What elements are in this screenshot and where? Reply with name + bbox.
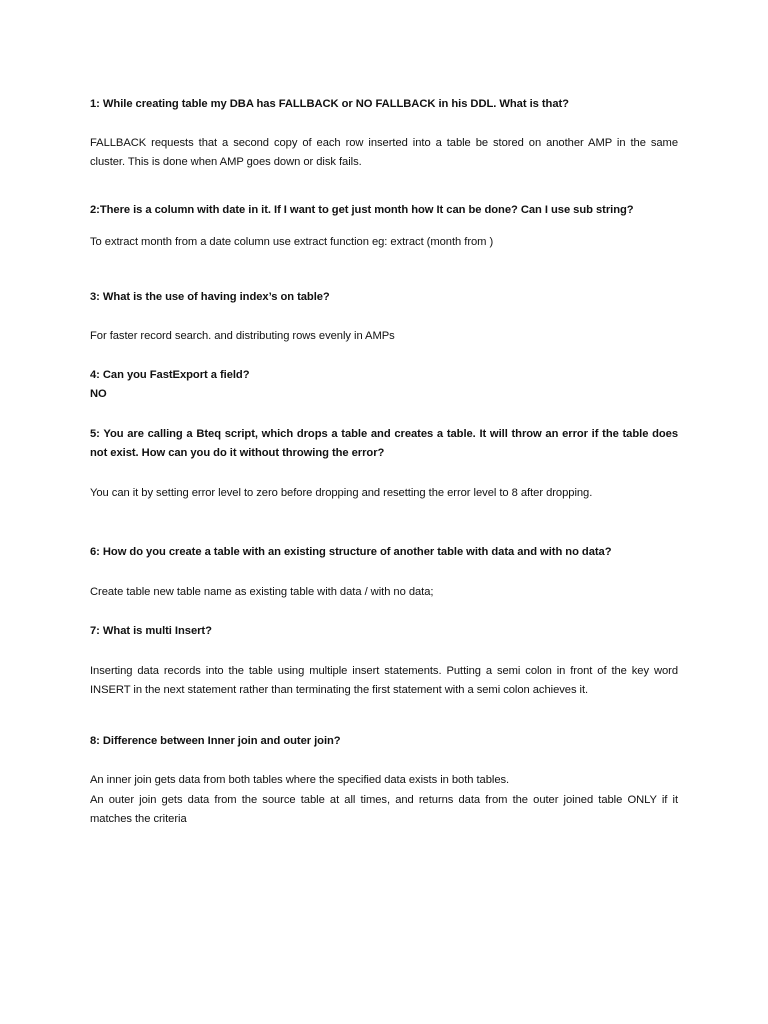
question-3: 3: What is the use of having index’s on table? xyxy=(90,291,330,303)
question-5-line-1: 5: You are calling a Bteq script, which drops a table and creates a table. It will throw an error if the table does xyxy=(90,428,678,440)
answer-2: To extract month from a date column use extract function eg: extract (month from ) xyxy=(90,236,494,248)
question-8: 8: Difference between Inner join and outer join? xyxy=(90,735,341,747)
answer-6: Create table new table name as existing table with data / with no data; xyxy=(90,586,434,598)
question-7: 7: What is multi Insert? xyxy=(90,625,212,637)
answer-7-line-1: Inserting data records into the table using multiple insert statements. Putting a semi colon in front of the key word xyxy=(90,665,678,677)
answer-8-line-2: An outer join gets data from the source table at all times, and returns data from the outer joined table ONLY if it xyxy=(90,794,678,806)
question-4: 4: Can you FastExport a field? xyxy=(90,369,250,381)
question-1: 1: While creating table my DBA has FALLBACK or NO FALLBACK in his DDL. What is that? xyxy=(90,98,569,110)
question-5-line-2: not exist. How can you do it without throwing the error? xyxy=(90,447,385,459)
answer-8-line-1: An inner join gets data from both tables where the specified data exists in both tables. xyxy=(90,774,510,786)
question-2: 2:There is a column with date in it. If I want to get just month how It can be done? Can I use sub string? xyxy=(90,204,634,216)
answer-3: For faster record search. and distributing rows evenly in AMPs xyxy=(90,330,395,342)
question-6: 6: How do you create a table with an existing structure of another table with data and with no data? xyxy=(90,546,612,558)
answer-1-line-1: FALLBACK requests that a second copy of each row inserted into a table be stored on another AMP in the same xyxy=(90,137,678,149)
answer-7-line-2: INSERT in the next statement rather than terminating the first statement with a semi colon achieves it. xyxy=(90,684,589,696)
answer-8-line-3: matches the criteria xyxy=(90,813,187,825)
answer-1-line-2: cluster. This is done when AMP goes down or disk fails. xyxy=(90,156,362,168)
answer-4: NO xyxy=(90,388,107,400)
answer-5: You can it by setting error level to zero before dropping and resetting the error level to 8 after dropping. xyxy=(90,487,593,499)
